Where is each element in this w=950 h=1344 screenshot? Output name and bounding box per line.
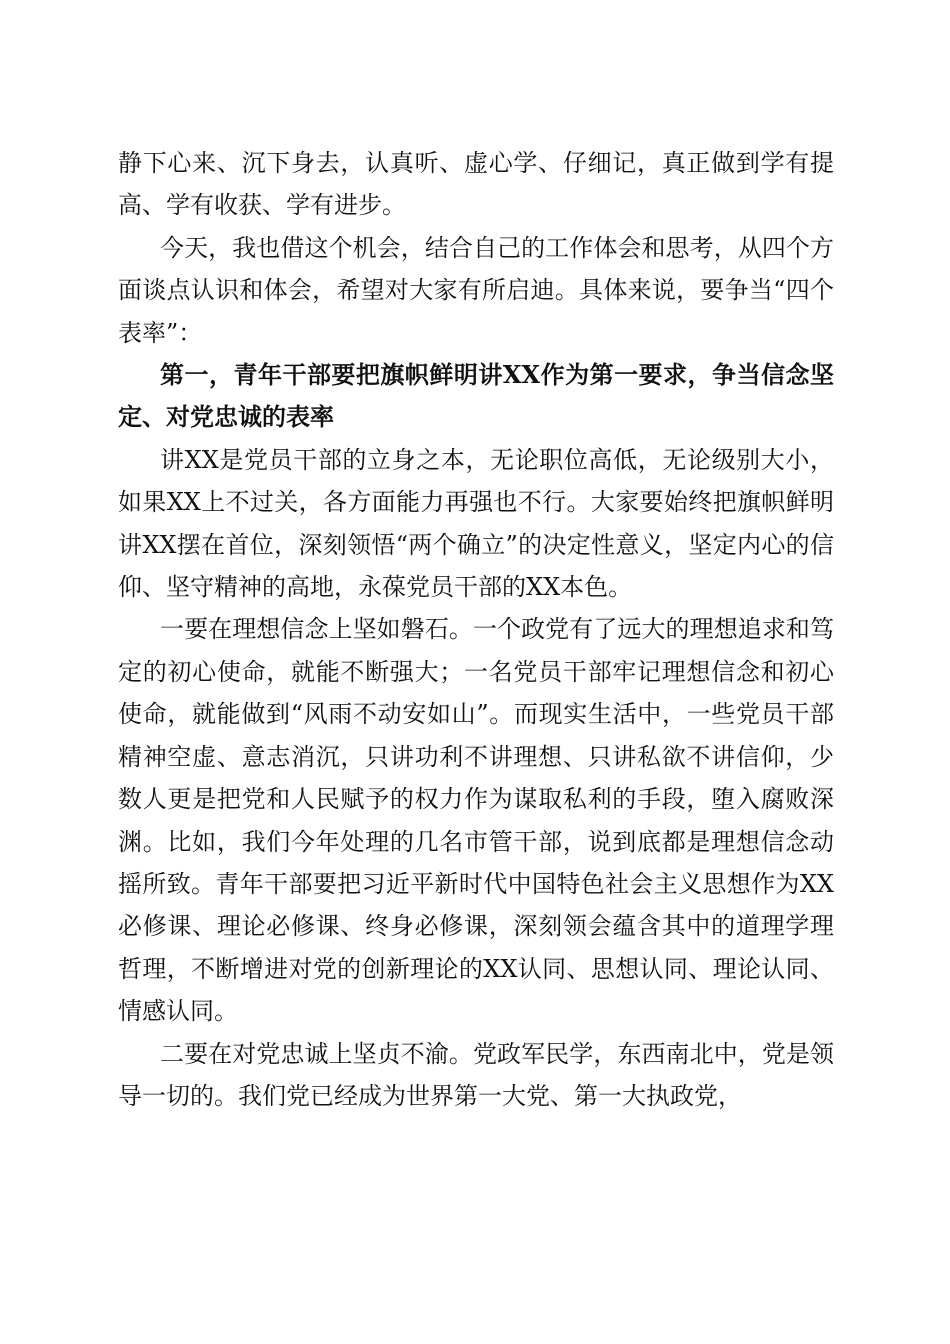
paragraph-1: 静下心来、沉下身去，认真听、虚心学、仔细记，真正做到学有提高、学有收获、学有进步。 (118, 149, 834, 220)
paragraph-2: 今天，我也借这个机会，结合自己的工作体会和思考，从四个方面谈点认识和体会，希望对大家有所启迪。具体来说，要争当“四个表率”： (118, 233, 834, 347)
paragraph-5: 二要在对党忠诚上坚贞不渝。党政军民学，东西南北中，党是领导一切的。我们党已经成为世界第一大党、第一大执政党， (118, 1039, 834, 1110)
section-heading-1: 第一，青年干部要把旗帜鲜明讲XX作为第一要求，争当信念坚定、对党忠诚的表率 (118, 360, 834, 432)
paragraph-4: 一要在理想信念上坚如磐石。一个政党有了远大的理想追求和笃定的初心使命，就能不断强大；一名党员干部牢记理想信念和初心使命，就能做到“风雨不动安如山”。而现实生活中，一些党员干部精神空虚、意志消沉，只讲功利不讲理想、只讲私欲不讲信仰，少数人更是把党和人民赋予的权力作为谋取私利的手段，堕入腐败深渊。比如，我们今年处理的几名市管干部，说到底都是理想信念动摇所致。青年干部要把习近平新时代中国特色社会主义思想作为XX必修课、理论必修课、终身必修课，深刻领会蕴含其中的道理学理哲理，不断增进对党的创新理论的XX认同、思想认同、理论认同、情感认同。 (118, 615, 834, 1026)
paragraph-3: 讲XX是党员干部的立身之本，无论职位高低，无论级别大小，如果XX上不过关，各方面能力再强也不行。大家要始终把旗帜鲜明讲XX摆在首位，深刻领悟“两个确立”的决定性意义，坚定内心的信仰、坚守精神的高地，永葆党员干部的XX本色。 (118, 445, 834, 602)
document-page (118, 142, 834, 1117)
